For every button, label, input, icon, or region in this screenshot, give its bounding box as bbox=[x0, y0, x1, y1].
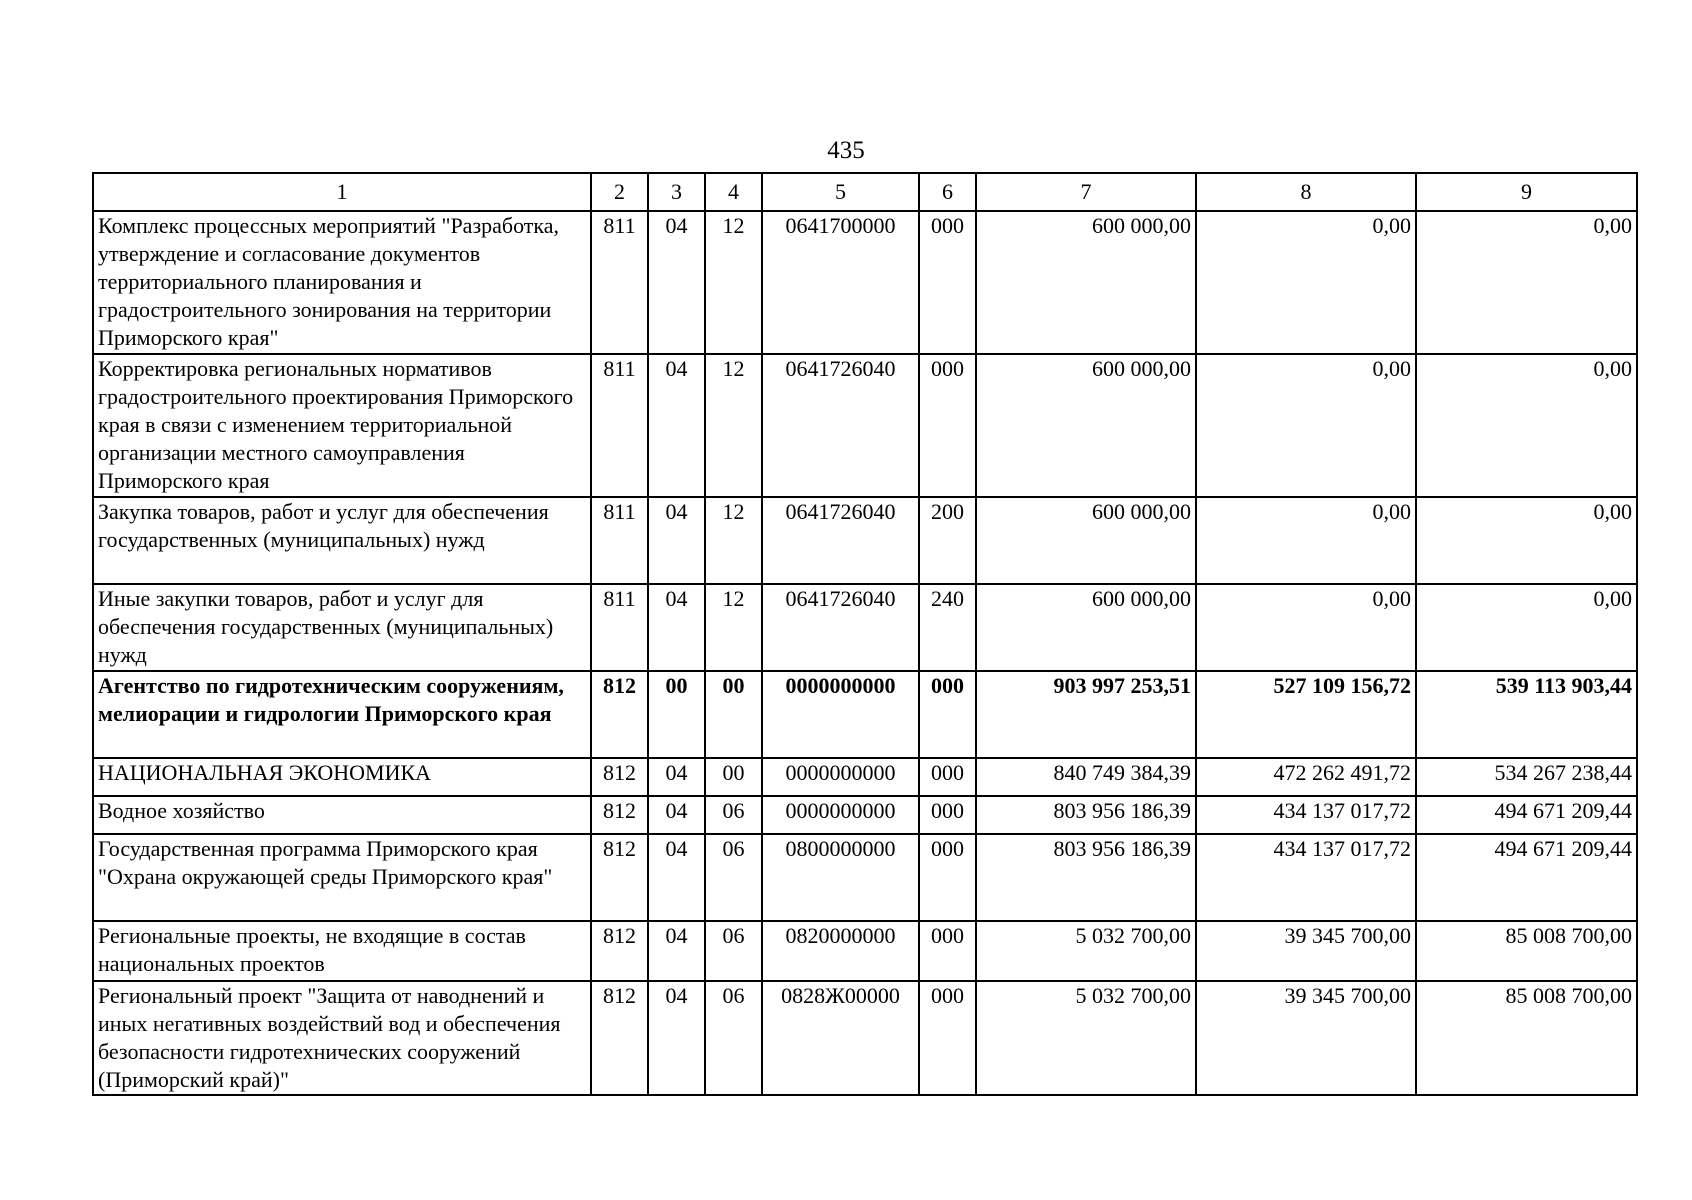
row-c3: 04 bbox=[648, 834, 705, 921]
page-number: 435 bbox=[827, 137, 865, 164]
row-c4: 06 bbox=[705, 981, 762, 1095]
row-c6: 000 bbox=[919, 671, 976, 758]
row-name: НАЦИОНАЛЬНАЯ ЭКОНОМИКА bbox=[93, 758, 591, 796]
row-c2: 811 bbox=[591, 354, 648, 497]
header-col-3: 3 bbox=[648, 173, 705, 211]
row-c2: 812 bbox=[591, 834, 648, 921]
row-c9: 0,00 bbox=[1416, 211, 1637, 354]
row-name: Комплекс процессных мероприятий "Разработка, утверждение и согласование документов территориального планирования и градостроительного зонирования на территории Приморского края" bbox=[93, 211, 591, 354]
row-c8: 0,00 bbox=[1196, 211, 1416, 354]
row-c4: 12 bbox=[705, 354, 762, 497]
header-col-4: 4 bbox=[705, 173, 762, 211]
row-c9: 85 008 700,00 bbox=[1416, 921, 1637, 981]
row-c9: 494 671 209,44 bbox=[1416, 796, 1637, 834]
row-name: Закупка товаров, работ и услуг для обеспечения государственных (муниципальных) нужд bbox=[93, 497, 591, 584]
row-c6: 000 bbox=[919, 354, 976, 497]
row-c7: 5 032 700,00 bbox=[976, 981, 1196, 1095]
row-c7: 803 956 186,39 bbox=[976, 796, 1196, 834]
table-row bbox=[93, 921, 1637, 981]
row-c2: 812 bbox=[591, 921, 648, 981]
row-c5: 0828Ж00000 bbox=[762, 981, 919, 1095]
table-row bbox=[93, 354, 1637, 497]
row-c8: 527 109 156,72 bbox=[1196, 671, 1416, 758]
row-c6: 000 bbox=[919, 758, 976, 796]
row-c9: 534 267 238,44 bbox=[1416, 758, 1637, 796]
row-c8: 0,00 bbox=[1196, 354, 1416, 497]
table-row bbox=[93, 758, 1637, 796]
row-c4: 12 bbox=[705, 497, 762, 584]
row-c9: 0,00 bbox=[1416, 354, 1637, 497]
row-c2: 811 bbox=[591, 211, 648, 354]
row-c5: 0000000000 bbox=[762, 796, 919, 834]
row-c3: 04 bbox=[648, 354, 705, 497]
row-name: Водное хозяйство bbox=[93, 796, 591, 834]
row-c8: 472 262 491,72 bbox=[1196, 758, 1416, 796]
table-row bbox=[93, 584, 1637, 671]
table-row bbox=[93, 671, 1637, 758]
row-c4: 06 bbox=[705, 834, 762, 921]
row-c6: 240 bbox=[919, 584, 976, 671]
row-c8: 0,00 bbox=[1196, 497, 1416, 584]
row-c4: 00 bbox=[705, 758, 762, 796]
row-c3: 04 bbox=[648, 584, 705, 671]
table-row bbox=[93, 796, 1637, 834]
table-row bbox=[93, 211, 1637, 354]
row-c5: 0641726040 bbox=[762, 497, 919, 584]
row-c5: 0641726040 bbox=[762, 354, 919, 497]
row-c5: 0000000000 bbox=[762, 671, 919, 758]
row-c7: 903 997 253,51 bbox=[976, 671, 1196, 758]
row-name: Корректировка региональных нормативов градостроительного проектирования Приморского края в связи с изменением территориальной организации местного самоуправления Приморского края bbox=[93, 354, 591, 497]
header-col-5: 5 bbox=[762, 173, 919, 211]
row-c7: 600 000,00 bbox=[976, 354, 1196, 497]
row-c6: 200 bbox=[919, 497, 976, 584]
row-c3: 00 bbox=[648, 671, 705, 758]
row-c7: 600 000,00 bbox=[976, 584, 1196, 671]
row-c4: 06 bbox=[705, 921, 762, 981]
row-c6: 000 bbox=[919, 211, 976, 354]
row-c4: 12 bbox=[705, 211, 762, 354]
budget-table bbox=[92, 172, 1638, 1096]
row-c5: 0800000000 bbox=[762, 834, 919, 921]
row-c8: 39 345 700,00 bbox=[1196, 981, 1416, 1095]
row-c9: 85 008 700,00 bbox=[1416, 981, 1637, 1095]
header-col-8: 8 bbox=[1196, 173, 1416, 211]
row-c3: 04 bbox=[648, 981, 705, 1095]
row-c4: 00 bbox=[705, 671, 762, 758]
row-name: Региональные проекты, не входящие в состав национальных проектов bbox=[93, 921, 591, 981]
row-c3: 04 bbox=[648, 758, 705, 796]
header-col-2: 2 bbox=[591, 173, 648, 211]
row-c4: 12 bbox=[705, 584, 762, 671]
row-c9: 0,00 bbox=[1416, 584, 1637, 671]
row-c9: 539 113 903,44 bbox=[1416, 671, 1637, 758]
row-c6: 000 bbox=[919, 921, 976, 981]
row-c3: 04 bbox=[648, 211, 705, 354]
row-name: Агентство по гидротехническим сооружениям, мелиорации и гидрологии Приморского края bbox=[93, 671, 591, 758]
row-c9: 494 671 209,44 bbox=[1416, 834, 1637, 921]
row-c2: 812 bbox=[591, 981, 648, 1095]
row-c5: 0820000000 bbox=[762, 921, 919, 981]
row-c5: 0641726040 bbox=[762, 584, 919, 671]
row-c2: 811 bbox=[591, 497, 648, 584]
row-c3: 04 bbox=[648, 921, 705, 981]
table-row bbox=[93, 834, 1637, 921]
row-c7: 840 749 384,39 bbox=[976, 758, 1196, 796]
row-c7: 600 000,00 bbox=[976, 497, 1196, 584]
row-c8: 434 137 017,72 bbox=[1196, 796, 1416, 834]
table-row bbox=[93, 497, 1637, 584]
row-c3: 04 bbox=[648, 796, 705, 834]
row-c7: 5 032 700,00 bbox=[976, 921, 1196, 981]
row-c8: 434 137 017,72 bbox=[1196, 834, 1416, 921]
header-col-1: 1 bbox=[93, 173, 591, 211]
row-c2: 811 bbox=[591, 584, 648, 671]
row-c2: 812 bbox=[591, 796, 648, 834]
row-c5: 0000000000 bbox=[762, 758, 919, 796]
row-c7: 803 956 186,39 bbox=[976, 834, 1196, 921]
header-col-9: 9 bbox=[1416, 173, 1637, 211]
row-c3: 04 bbox=[648, 497, 705, 584]
row-c4: 06 bbox=[705, 796, 762, 834]
row-c5: 0641700000 bbox=[762, 211, 919, 354]
row-c2: 812 bbox=[591, 671, 648, 758]
row-c6: 000 bbox=[919, 834, 976, 921]
header-row bbox=[93, 173, 1637, 211]
row-c7: 600 000,00 bbox=[976, 211, 1196, 354]
row-c8: 39 345 700,00 bbox=[1196, 921, 1416, 981]
row-c6: 000 bbox=[919, 796, 976, 834]
row-c9: 0,00 bbox=[1416, 497, 1637, 584]
table-row bbox=[93, 981, 1637, 1095]
row-c8: 0,00 bbox=[1196, 584, 1416, 671]
row-name: Региональный проект "Защита от наводнений и иных негативных воздействий вод и обеспечения безопасности гидротехнических сооружений (Приморский край)" bbox=[93, 981, 591, 1095]
row-c2: 812 bbox=[591, 758, 648, 796]
row-c6: 000 bbox=[919, 981, 976, 1095]
header-col-6: 6 bbox=[919, 173, 976, 211]
row-name: Иные закупки товаров, работ и услуг для обеспечения государственных (муниципальных) нужд bbox=[93, 584, 591, 671]
row-name: Государственная программа Приморского края "Охрана окружающей среды Приморского края" bbox=[93, 834, 591, 921]
header-col-7: 7 bbox=[976, 173, 1196, 211]
